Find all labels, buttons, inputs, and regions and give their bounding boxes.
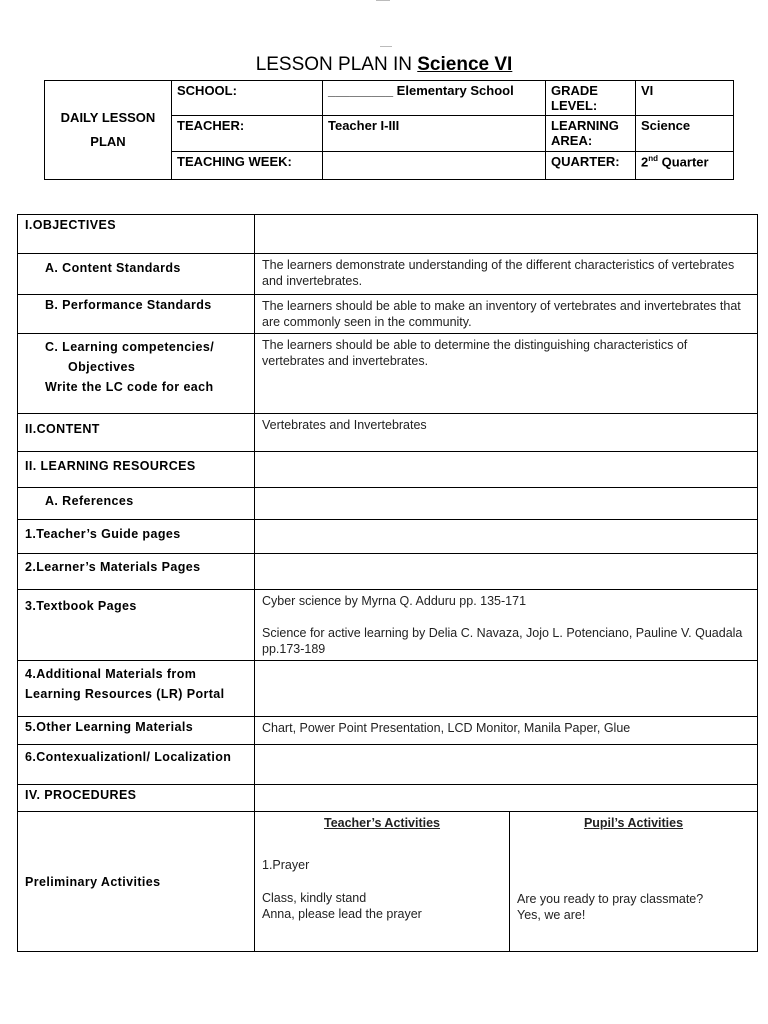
top-mark-2 — [380, 46, 392, 47]
lc-label-line2: Objectives — [68, 360, 136, 374]
pupil-line-2: Yes, we are! — [517, 908, 586, 922]
lesson-table — [17, 214, 758, 952]
prayer-item: 1.Prayer — [262, 858, 310, 872]
references-label: A. References — [45, 494, 134, 508]
week-label: TEACHING WEEK: — [177, 154, 292, 169]
pupil-activities-heading: Pupil’s Activities — [583, 816, 684, 830]
dlp-label: DAILY LESSON PLAN — [60, 110, 156, 149]
other-value: Chart, Power Point Presentation, LCD Monitor, Manila Paper, Glue — [255, 717, 758, 745]
content-label: II.CONTENT — [25, 422, 100, 436]
header-table — [44, 80, 734, 180]
row-learning-competencies — [18, 334, 255, 414]
school-label: SCHOOL: — [177, 83, 237, 98]
quarter-sup: nd — [648, 154, 659, 163]
textbook-label: 3.Textbook Pages — [25, 599, 137, 613]
performance-standards-value: The learners should be able to make an inventory of vertebrates and invertebrates that are commonly seen in the community. — [255, 295, 758, 334]
lm-pages-label: 2.Learner’s Materials Pages — [25, 560, 201, 574]
tg-pages-value — [255, 520, 758, 554]
context-value — [255, 745, 758, 785]
procedures-label: IV. PROCEDURES — [25, 788, 137, 802]
lc-label-line1: C. Learning competencies/ — [45, 340, 215, 354]
references-value — [255, 488, 758, 520]
procedures-value — [255, 785, 758, 812]
week-label-cell — [172, 152, 323, 180]
row-references — [18, 488, 255, 520]
school-value-cell — [323, 81, 546, 116]
quarter-label: QUARTER: — [551, 154, 620, 169]
performance-standards-label: B. Performance Standards — [45, 298, 212, 312]
quarter-value-cell — [636, 152, 734, 180]
teacher-value-cell — [323, 116, 546, 152]
row-objectives — [18, 215, 255, 254]
grade-label-cell — [546, 81, 636, 116]
dlp-cell — [45, 81, 172, 180]
area-value-cell — [636, 116, 734, 152]
teacher-line-1: Class, kindly stand — [262, 891, 367, 905]
teacher-value: Teacher I-III — [328, 118, 400, 133]
area-label: LEARNING AREA: — [551, 118, 619, 148]
teacher-label-cell — [172, 116, 323, 152]
row-learning-resources — [18, 452, 255, 488]
page-title — [0, 54, 768, 76]
row-teachers-guide — [18, 520, 255, 554]
teacher-activities-heading: Teacher’s Activities — [323, 816, 441, 830]
row-textbook — [18, 590, 255, 661]
preliminary-label: Preliminary Activities — [25, 874, 161, 889]
grade-value-cell — [636, 81, 734, 116]
title-subject: Science VI — [417, 54, 513, 75]
lm-pages-value — [255, 554, 758, 590]
area-value: Science — [641, 118, 691, 133]
textbook-value — [255, 590, 758, 661]
row-learners-materials — [18, 554, 255, 590]
row-procedures — [18, 785, 255, 812]
pupil-activities-cell — [510, 812, 758, 952]
textbook-ref-2: Science for active learning by Delia C. Navaza, Jojo L. Potenciano, Pauline V. Quadala pp.173-189 — [262, 626, 743, 656]
pupil-line-1: Are you ready to pray classmate? — [517, 892, 704, 906]
row-content — [18, 414, 255, 452]
additional-value — [255, 661, 758, 717]
area-label-cell — [546, 116, 636, 152]
row-preliminary — [18, 812, 255, 952]
title-prefix: LESSON PLAN IN — [255, 54, 418, 75]
content-value: Vertebrates and Invertebrates — [255, 414, 758, 452]
grade-label: GRADE LEVEL: — [551, 83, 598, 113]
resources-label: II. LEARNING RESOURCES — [25, 459, 196, 473]
week-value-cell — [323, 152, 546, 180]
textbook-ref-1: Cyber science by Myrna Q. Adduru pp. 135-171 — [262, 594, 527, 608]
lc-label-line3: Write the LC code for each — [45, 380, 214, 394]
row-contextualization — [18, 745, 255, 785]
row-additional-materials — [18, 661, 255, 717]
school-value: _________ Elementary School — [328, 83, 514, 98]
teacher-label: TEACHER: — [177, 118, 245, 133]
quarter-num: 2 — [641, 154, 649, 170]
context-label: 6.Contexualizationl/ Localization — [25, 750, 232, 764]
other-label: 5.Other Learning Materials — [25, 720, 194, 734]
row-performance-standards — [18, 295, 255, 334]
grade-value: VI — [641, 83, 654, 98]
content-standards-label: A. Content Standards — [45, 261, 181, 275]
quarter-word: Quarter — [658, 154, 709, 170]
objectives-label: I.OBJECTIVES — [25, 218, 116, 232]
top-mark — [376, 0, 390, 1]
content-standards-value: The learners demonstrate understanding of the different characteristics of vertebrates and invertebrates. — [255, 254, 758, 295]
row-content-standards — [18, 254, 255, 295]
objectives-value — [255, 215, 758, 254]
school-label-cell — [172, 81, 323, 116]
teacher-activities-cell — [255, 812, 510, 952]
tg-pages-label: 1.Teacher’s Guide pages — [25, 527, 181, 541]
row-other-materials — [18, 717, 255, 745]
additional-label: 4.Additional Materials from Learning Resources (LR) Portal — [25, 667, 225, 701]
resources-value — [255, 452, 758, 488]
lc-value: The learners should be able to determine the distinguishing characteristics of vertebrates and invertebrates. — [255, 334, 758, 414]
teacher-line-2: Anna, please lead the prayer — [262, 907, 422, 921]
quarter-label-cell — [546, 152, 636, 180]
